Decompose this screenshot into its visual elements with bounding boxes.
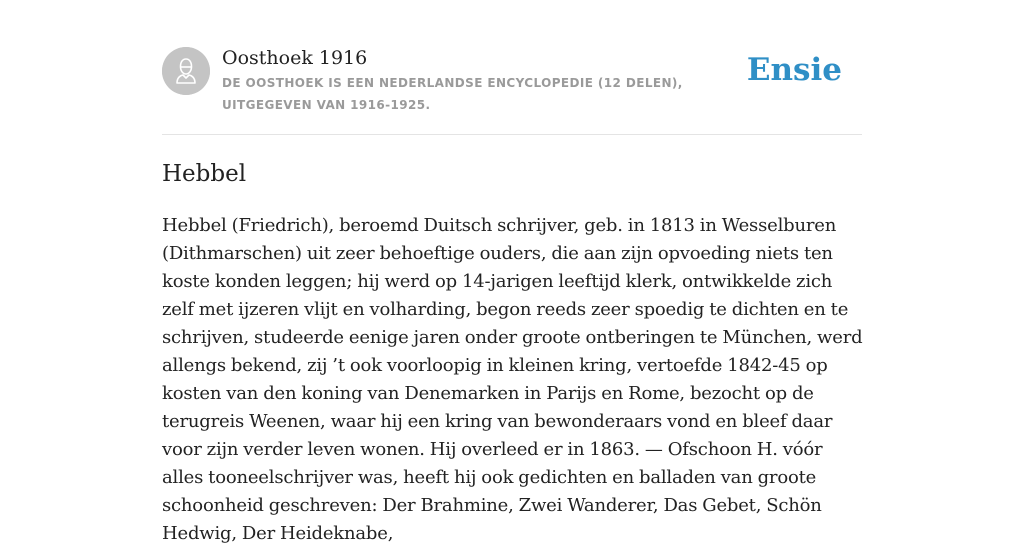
source-title[interactable]: Oosthoek 1916 [222, 47, 368, 69]
user-silhouette-icon [162, 47, 210, 95]
article-body: Hebbel (Friedrich), beroemd Duitsch schrijver, geb. in 1813 in Wesselburen (Dithmarschen) uit zeer behoeftige ouders, die aan zijn opvoeding niets ten koste konden leggen; hij werd op 14-jarigen leeftijd klerk, ontwikkelde zich zelf met ijzeren vlijt en volharding, begon reeds zeer spoedig te dichten en te schrijven, studeerde eenige jaren onder groote ontberingen te München, werd allengs bekend, zij ’t ook voorloopig in kleinen kring, vertoefde 1842-45 op kosten van den koning van Denemarken in Parijs en Rome, bezocht op de terugreis Weenen, waar hij een kring van bewonderaars vond en bleef daar voor zijn verder leven wonen. Hij overleed er in 1863. — Ofschoon H. vóór alles tooneelschrijver was, heeft hij ook gedichten en balladen van groote schoonheid geschreven: Der Brahmine, Zwei Wanderer, Das Gebet, Schön Hedwig, Der Heideknabe, [162, 215, 863, 544]
source-description: DE OOSTHOEK IS EEN NEDERLANDSE ENCYCLOPEDIE (12 DELEN), UITGEGEVEN VAN 1916-1925. [222, 76, 683, 112]
article-title: Hebbel [162, 161, 247, 187]
source-header [162, 46, 862, 135]
ensie-logo[interactable]: Ensie [746, 52, 842, 88]
